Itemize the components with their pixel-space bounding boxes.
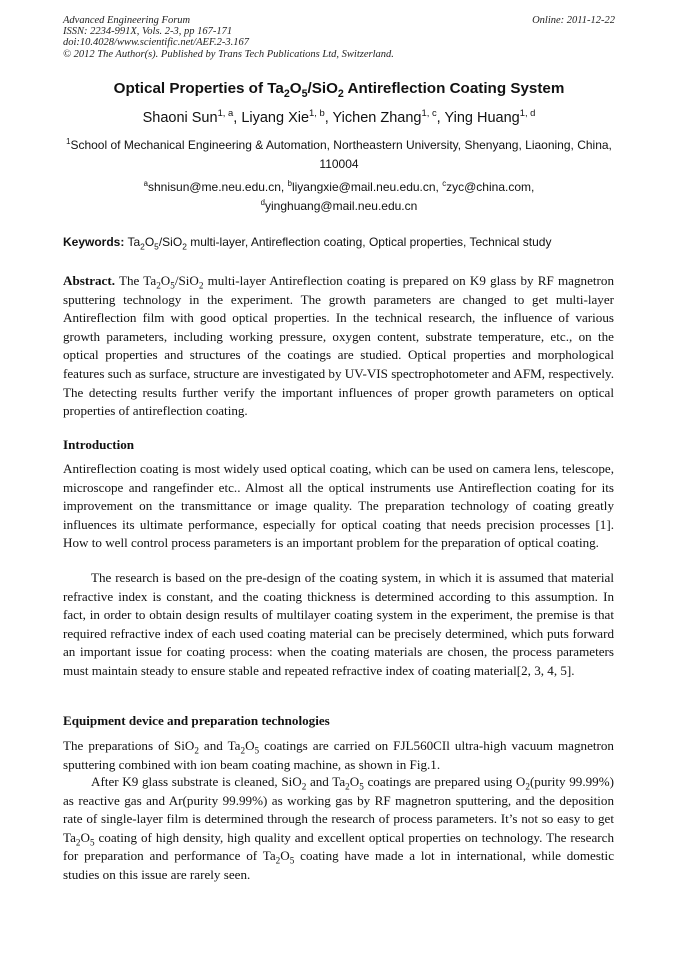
author-name: Ying Huang (444, 110, 520, 126)
section-heading-equipment: Equipment device and preparation technologies (63, 713, 330, 728)
equipment-paragraph-1: The preparations of SiO$_2$ and $Ta_2O_5$ coatings are carried on FJL560CIl ultra-high vacuum magnetron sputtering combined with ion beam coating machine, as shown in Fig.1. (63, 738, 614, 772)
email-link[interactable]: zyc@china.com, (446, 180, 535, 194)
keywords: Keywords: $Ta_2O_5/SiO_2$ multi-layer, Antireflection coating, Optical properties, Technical study (63, 235, 552, 252)
paper-title: Optical Properties of $Ta_2O_5/SiO_2$ Antireflection Coating System (113, 80, 565, 101)
author-emails: $^a$shnisun@me.neu.edu.cn, $^b$liyangxie@mail.neu.edu.cn, $^c$zyc@china.com, $^d$yinghuang@mail.neu.edu.cn (143, 179, 535, 213)
journal-name: Advanced Engineering Forum (63, 15, 191, 26)
section-heading-introduction: Introduction (63, 437, 135, 452)
email-link[interactable]: liyangxie@mail.neu.edu.cn, (291, 180, 443, 194)
equipment-paragraph-2: After K9 glass substrate is cleaned, SiO$_2$ and $Ta_2O_5$ coatings are prepared using $O_2(purity$ 99.99%) as reactive gas and Ar(purity 99.99%) as working gas by RF magnetron sputtering, and the deposition rate of single-layer film is determined through the research of process parameters. It’s not so easy to get $Ta_2O_5$ coating of high density, high quality and excellent optical properties on technology. The research for preparation and performance of $Ta_2O_5$ coating have made a lot in international, while domestic studies on this issue are rarely seen. (63, 774, 614, 882)
online-date: Online: 2011-12-22 (532, 15, 615, 26)
copyright-line: © 2012 The Author(s). Published by Trans Tech Publications Ltd, Switzerland. (63, 48, 394, 60)
author-name: Yichen Zhang (332, 110, 422, 126)
introduction-paragraph-2: The research is based on the pre-design of the coating system, in which it is assumed that material refractive index is constant, and the coating thickness is determined according to this assumption. In fact, in order to obtain design results of multilayer coating system in the experiment, the premise is that required refractive index of each used coating material can be precisely determined, which puts forward an important issue for coating process: when the coating materials are chosen, the process parameters must maintain steady to ensure stable and repeated refractive index of coating material[2, 3, 4, 5]. (63, 570, 614, 678)
author-name: Liyang Xie (241, 110, 310, 126)
journal-header (63, 15, 615, 60)
affiliation: $^1$School of Mechanical Engineering & Automation, Northeastern University, Shenyang, Liaoning, China, 110004 (66, 137, 612, 171)
author-name: Shaoni Sun (142, 110, 218, 126)
abstract-label: Abstract. (63, 273, 115, 288)
keywords-label: Keywords: (63, 235, 125, 249)
introduction-paragraph-1: Antireflection coating is most widely used optical coating, which can be used on camera lens, telescope, microscope and rangefinder etc.. Almost all the optical instruments use Antireflection coating for its improvement on the transmittance or image quality. The preparation technology of coating greatly influences its ultimate performance, especially for optical coating that needs precision processes [1]. How to well control process parameters is an important problem for the preparation of optical coating. (63, 461, 614, 551)
doi-line: doi:10.4028/www.scientific.net/AEF.2-3.167 (63, 37, 249, 49)
abstract: Abstract. The $Ta_2O_5/SiO_2$ multi-layer Antireflection coating is prepared on K9 glass by RF magnetron sputtering technology in the experiment. The growth parameters are changed to get multi-layer Antireflection film with good optical properties. In the technical research, the influence of various growth parameters, including working pressure, oxygen content, substrate temperature, etc., on the optical properties and structures of the coatings are studied. Optical properties and morphological features such as surface, structure are investigated by UV-VIS spectrophotometer and AFM, respectively. The detecting results further verify the important influences of proper growth parameters on optical properties of antireflection coating. (63, 273, 614, 419)
email-link[interactable]: yinghuang@mail.neu.edu.cn (265, 199, 418, 213)
issn-line: ISSN: 2234-991X, Vols. 2-3, pp 167-171 (63, 26, 233, 38)
author-list: Shaoni Sun$^{1, a}$, Liyang Xie$^{1, b}$, Yichen Zhang$^{1, c}$, Ying Huang$^{1, d}$ (142, 107, 536, 126)
email-link[interactable]: shnisun@me.neu.edu.cn, (148, 180, 288, 194)
